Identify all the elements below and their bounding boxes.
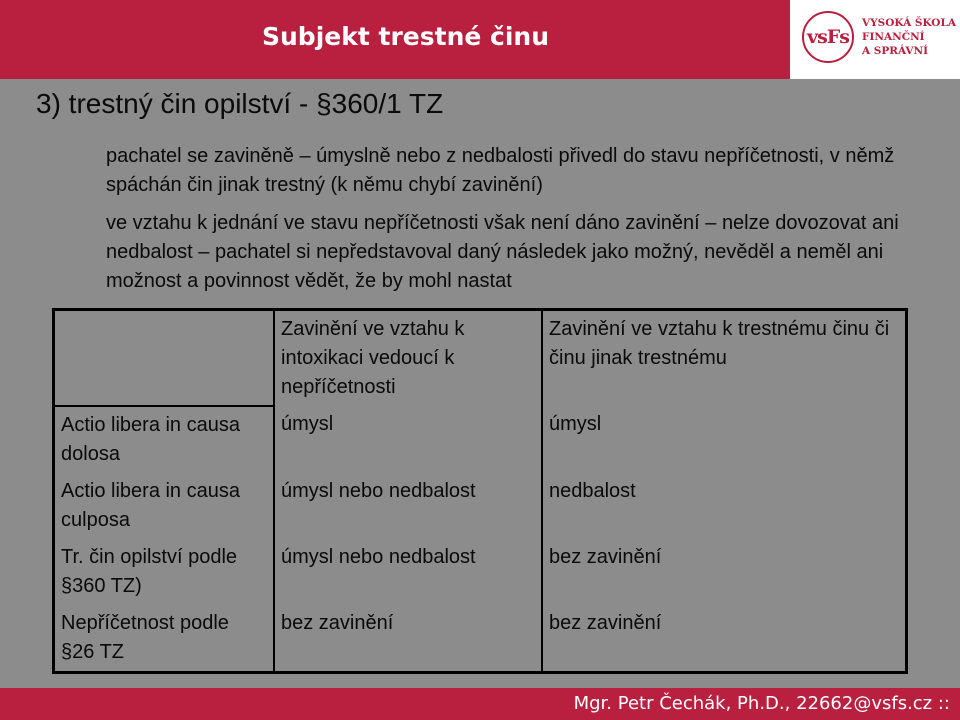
table-header-cell <box>54 310 275 407</box>
table-cell: bez zavinění <box>549 612 662 634</box>
table-row <box>54 605 907 673</box>
table-cell: úmysl <box>274 406 542 473</box>
table-cell: Nepříčetnost podle §26 TZ <box>61 612 229 663</box>
section-heading: 3) trestný čin opilství - §360/1 TZ <box>36 88 444 119</box>
table-header-row <box>54 310 907 407</box>
logo-line-2: FINANČNÍ <box>862 31 925 43</box>
table-cell: Tr. čin opilství podle §360 TZ) <box>61 546 238 597</box>
table-header-cell: Zavinění ve vztahu k intoxikaci vedoucí k nepříčetnosti <box>274 310 542 407</box>
table-cell: úmysl nebo nedbalost <box>274 473 542 539</box>
logo-line-1: VYSOKÁ ŠKOLA <box>862 17 956 29</box>
table-cell: úmysl <box>549 413 602 435</box>
table-cell: úmysl nebo nedbalost <box>274 539 542 605</box>
slide-title: Subjekt trestné činu <box>262 22 550 51</box>
paragraph-definition: pachatel se zaviněně – úmyslně nebo z nedbalosti přivedl do stavu nepříčetnosti, v němž spáchán čin jinak trestný (k němu chybí zavinění) <box>106 145 895 196</box>
table-cell: nedbalost <box>549 480 636 502</box>
culpability-table <box>52 308 908 674</box>
table-header-cell: Zavinění ve vztahu k trestnému činu či činu jinak trestnému <box>549 318 890 369</box>
logo-mark: vsFs <box>807 26 849 48</box>
table-row <box>54 406 907 473</box>
footer-author: Mgr. Petr Čechák, Ph.D., 22662@vsfs.cz :: <box>573 693 950 714</box>
table-cell: bez zavinění <box>274 605 542 673</box>
paragraph-culpability: ve vztahu k jednání ve stavu nepříčetnosti však není dáno zavinění – nelze dovozovat ani nedbalost – pachatel si nepředstavoval daný následek jako možný, nevěděl a neměl ani možnost a povinnost vědět, že by mohl nastat <box>106 212 899 292</box>
table-cell: Actio libera in causa culposa <box>61 480 240 531</box>
table-row <box>54 539 907 605</box>
table-cell: bez zavinění <box>549 546 662 568</box>
logo-emblem-icon <box>802 11 854 63</box>
logo-line-3: A SPRÁVNÍ <box>862 45 929 57</box>
table-cell: Actio libera in causa dolosa <box>61 414 240 465</box>
logo-text <box>862 16 956 58</box>
table-row <box>54 473 907 539</box>
